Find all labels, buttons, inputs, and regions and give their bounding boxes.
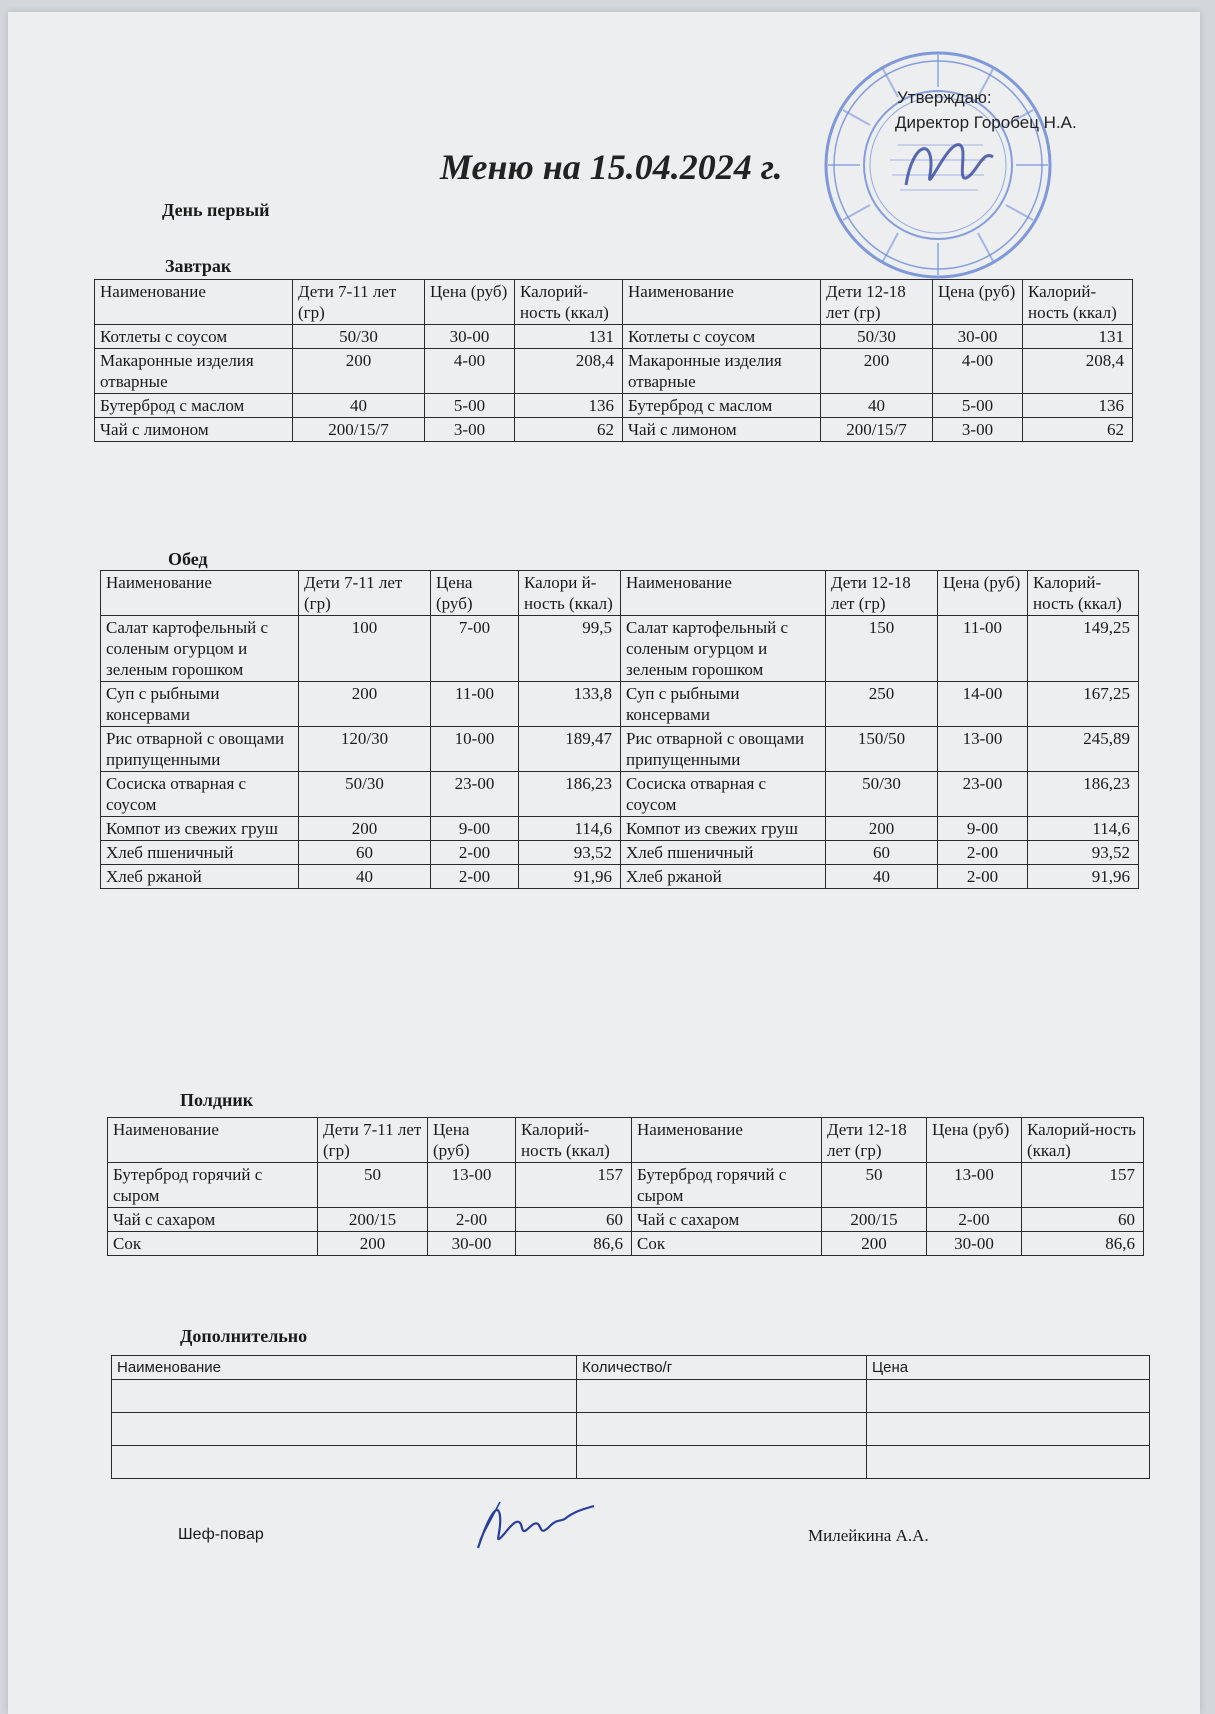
signature-icon	[470, 1488, 600, 1558]
column-header: Цена (руб)	[428, 1118, 516, 1163]
column-header: Калорий-ность (ккал)	[1028, 571, 1139, 616]
value-cell: 131	[515, 325, 623, 349]
chef-label: Шеф-повар	[178, 1526, 264, 1543]
value-cell: 200	[826, 817, 938, 841]
snack-label: Полдник	[180, 1090, 254, 1110]
empty-cell	[867, 1413, 1150, 1446]
column-header: Цена (руб)	[938, 571, 1028, 616]
dish-name-cell: Чай с сахаром	[632, 1208, 822, 1232]
value-cell: 13-00	[927, 1163, 1022, 1208]
table-row	[112, 1413, 1150, 1446]
value-cell: 11-00	[938, 616, 1028, 682]
value-cell: 150/50	[826, 727, 938, 772]
value-cell: 50	[318, 1163, 428, 1208]
table-row	[101, 772, 1139, 817]
value-cell: 7-00	[431, 616, 519, 682]
dish-name-cell: Бутерброд с маслом	[95, 394, 293, 418]
value-cell: 100	[299, 616, 431, 682]
column-header: Наименование	[95, 280, 293, 325]
dish-name-cell: Котлеты с соусом	[95, 325, 293, 349]
value-cell: 3-00	[933, 418, 1023, 442]
value-cell: 200	[299, 817, 431, 841]
column-header: Наименование	[101, 571, 299, 616]
dish-name-cell: Чай с лимоном	[95, 418, 293, 442]
lunch-label: Обед	[168, 549, 208, 569]
value-cell: 40	[821, 394, 933, 418]
value-cell: 60	[826, 841, 938, 865]
value-cell: 200/15	[822, 1208, 927, 1232]
value-cell: 3-00	[425, 418, 515, 442]
column-header: Калорий-ность (ккал)	[515, 280, 623, 325]
empty-cell	[577, 1446, 867, 1479]
value-cell: 189,47	[519, 727, 621, 772]
column-header: Калори й-ность (ккал)	[519, 571, 621, 616]
value-cell: 2-00	[938, 841, 1028, 865]
value-cell: 2-00	[431, 841, 519, 865]
dish-name-cell: Чай с сахаром	[108, 1208, 318, 1232]
dish-name-cell: Чай с лимоном	[623, 418, 821, 442]
value-cell: 200	[821, 349, 933, 394]
dish-name-cell: Хлеб пшеничный	[621, 841, 826, 865]
day-label: День первый	[162, 200, 270, 220]
approval-block	[895, 85, 1077, 135]
column-header: Дети 12-18 лет (гр)	[822, 1118, 927, 1163]
column-header: Наименование	[632, 1118, 822, 1163]
dish-name-cell: Салат картофельный с соленым огурцом и зеленым горошком	[621, 616, 826, 682]
table-row	[101, 727, 1139, 772]
column-header: Дети 7-11 лет (гр)	[318, 1118, 428, 1163]
column-header: Цена (руб)	[927, 1118, 1022, 1163]
empty-cell	[112, 1413, 577, 1446]
value-cell: 200	[293, 349, 425, 394]
table-header-row	[95, 280, 1133, 325]
extra-header-quantity: Количество/г	[577, 1356, 867, 1380]
dish-name-cell: Котлеты с соусом	[623, 325, 821, 349]
dish-name-cell: Хлеб пшеничный	[101, 841, 299, 865]
value-cell: 50/30	[826, 772, 938, 817]
column-header: Калорий-ность (ккал)	[516, 1118, 632, 1163]
column-header: Наименование	[623, 280, 821, 325]
value-cell: 4-00	[425, 349, 515, 394]
value-cell: 114,6	[1028, 817, 1139, 841]
column-header: Калорий-ность (ккал)	[1022, 1118, 1144, 1163]
dish-name-cell: Сосиска отварная с соусом	[621, 772, 826, 817]
table-row	[101, 682, 1139, 727]
value-cell: 40	[293, 394, 425, 418]
column-header: Дети 7-11 лет (гр)	[299, 571, 431, 616]
table-row	[95, 349, 1133, 394]
value-cell: 2-00	[927, 1208, 1022, 1232]
value-cell: 167,25	[1028, 682, 1139, 727]
value-cell: 40	[299, 865, 431, 889]
value-cell: 60	[299, 841, 431, 865]
value-cell: 200	[318, 1232, 428, 1256]
dish-name-cell: Макаронные изделия отварные	[623, 349, 821, 394]
empty-cell	[577, 1413, 867, 1446]
column-header: Калорий-ность (ккал)	[1023, 280, 1133, 325]
table-row	[112, 1380, 1150, 1413]
value-cell: 50/30	[293, 325, 425, 349]
value-cell: 200/15/7	[293, 418, 425, 442]
dish-name-cell: Салат картофельный с соленым огурцом и зеленым горошком	[101, 616, 299, 682]
approval-line-1: Утверждаю:	[897, 88, 992, 107]
table-row	[108, 1163, 1144, 1208]
value-cell: 11-00	[431, 682, 519, 727]
value-cell: 131	[1023, 325, 1133, 349]
value-cell: 50/30	[299, 772, 431, 817]
lunch-table	[100, 570, 1139, 889]
value-cell: 30-00	[927, 1232, 1022, 1256]
value-cell: 200/15	[318, 1208, 428, 1232]
dish-name-cell: Сосиска отварная с соусом	[101, 772, 299, 817]
value-cell: 13-00	[428, 1163, 516, 1208]
value-cell: 245,89	[1028, 727, 1139, 772]
value-cell: 208,4	[1023, 349, 1133, 394]
value-cell: 150	[826, 616, 938, 682]
value-cell: 2-00	[428, 1208, 516, 1232]
extra-header-price: Цена	[867, 1356, 1150, 1380]
value-cell: 114,6	[519, 817, 621, 841]
value-cell: 30-00	[425, 325, 515, 349]
dish-name-cell: Компот из свежих груш	[621, 817, 826, 841]
table-row	[101, 616, 1139, 682]
value-cell: 5-00	[933, 394, 1023, 418]
value-cell: 23-00	[431, 772, 519, 817]
table-row	[112, 1446, 1150, 1479]
value-cell: 50	[822, 1163, 927, 1208]
dish-name-cell: Бутерброд горячий с сыром	[108, 1163, 318, 1208]
dish-name-cell: Рис отварной с овощами припущенными	[621, 727, 826, 772]
snack-table	[107, 1117, 1144, 1256]
official-stamp-icon	[818, 45, 1058, 285]
value-cell: 62	[515, 418, 623, 442]
column-header: Дети 12-18 лет (гр)	[821, 280, 933, 325]
value-cell: 30-00	[428, 1232, 516, 1256]
column-header: Цена (руб)	[425, 280, 515, 325]
column-header: Наименование	[108, 1118, 318, 1163]
value-cell: 200	[299, 682, 431, 727]
value-cell: 91,96	[519, 865, 621, 889]
column-header: Наименование	[621, 571, 826, 616]
value-cell: 93,52	[1028, 841, 1139, 865]
dish-name-cell: Компот из свежих груш	[101, 817, 299, 841]
value-cell: 2-00	[938, 865, 1028, 889]
value-cell: 157	[516, 1163, 632, 1208]
value-cell: 208,4	[515, 349, 623, 394]
empty-cell	[867, 1446, 1150, 1479]
column-header: Дети 12-18 лет (гр)	[826, 571, 938, 616]
dish-name-cell: Суп с рыбными консервами	[101, 682, 299, 727]
column-header: Цена (руб)	[431, 571, 519, 616]
value-cell: 13-00	[938, 727, 1028, 772]
table-header-row	[112, 1356, 1150, 1380]
value-cell: 186,23	[519, 772, 621, 817]
table-header-row	[108, 1118, 1144, 1163]
value-cell: 23-00	[938, 772, 1028, 817]
value-cell: 14-00	[938, 682, 1028, 727]
table-row	[95, 394, 1133, 418]
table-header-row	[101, 571, 1139, 616]
value-cell: 5-00	[425, 394, 515, 418]
value-cell: 93,52	[519, 841, 621, 865]
dish-name-cell: Сок	[632, 1232, 822, 1256]
table-row	[95, 325, 1133, 349]
approval-line-2: Директор Горобец Н.А.	[895, 113, 1077, 132]
value-cell: 186,23	[1028, 772, 1139, 817]
page-title: Меню на 15.04.2024 г.	[440, 147, 783, 187]
value-cell: 149,25	[1028, 616, 1139, 682]
extra-header-name: Наименование	[112, 1356, 577, 1380]
value-cell: 2-00	[431, 865, 519, 889]
dish-name-cell: Суп с рыбными консервами	[621, 682, 826, 727]
chef-name: Милейкина А.А.	[808, 1526, 929, 1545]
value-cell: 40	[826, 865, 938, 889]
value-cell: 120/30	[299, 727, 431, 772]
table-row	[101, 841, 1139, 865]
value-cell: 62	[1023, 418, 1133, 442]
dish-name-cell: Хлеб ржаной	[101, 865, 299, 889]
dish-name-cell: Хлеб ржаной	[621, 865, 826, 889]
table-row	[108, 1232, 1144, 1256]
value-cell: 60	[1022, 1208, 1144, 1232]
value-cell: 136	[515, 394, 623, 418]
table-row	[95, 418, 1133, 442]
value-cell: 30-00	[933, 325, 1023, 349]
value-cell: 86,6	[1022, 1232, 1144, 1256]
value-cell: 200	[822, 1232, 927, 1256]
value-cell: 91,96	[1028, 865, 1139, 889]
value-cell: 10-00	[431, 727, 519, 772]
empty-cell	[112, 1446, 577, 1479]
table-row	[108, 1208, 1144, 1232]
table-row	[101, 817, 1139, 841]
dish-name-cell: Бутерброд горячий с сыром	[632, 1163, 822, 1208]
value-cell: 157	[1022, 1163, 1144, 1208]
extra-label: Дополнительно	[180, 1326, 308, 1346]
value-cell: 9-00	[938, 817, 1028, 841]
empty-cell	[112, 1380, 577, 1413]
value-cell: 200/15/7	[821, 418, 933, 442]
value-cell: 50/30	[821, 325, 933, 349]
breakfast-label: Завтрак	[165, 256, 232, 276]
dish-name-cell: Макаронные изделия отварные	[95, 349, 293, 394]
column-header: Цена (руб)	[933, 280, 1023, 325]
table-row	[101, 865, 1139, 889]
value-cell: 86,6	[516, 1232, 632, 1256]
column-header: Дети 7-11 лет (гр)	[293, 280, 425, 325]
empty-cell	[867, 1380, 1150, 1413]
value-cell: 60	[516, 1208, 632, 1232]
dish-name-cell: Бутерброд с маслом	[623, 394, 821, 418]
dish-name-cell: Сок	[108, 1232, 318, 1256]
extra-table	[111, 1355, 1150, 1479]
dish-name-cell: Рис отварной с овощами припущенными	[101, 727, 299, 772]
value-cell: 4-00	[933, 349, 1023, 394]
value-cell: 250	[826, 682, 938, 727]
value-cell: 9-00	[431, 817, 519, 841]
value-cell: 136	[1023, 394, 1133, 418]
value-cell: 99,5	[519, 616, 621, 682]
empty-cell	[577, 1380, 867, 1413]
value-cell: 133,8	[519, 682, 621, 727]
breakfast-table	[94, 279, 1133, 442]
